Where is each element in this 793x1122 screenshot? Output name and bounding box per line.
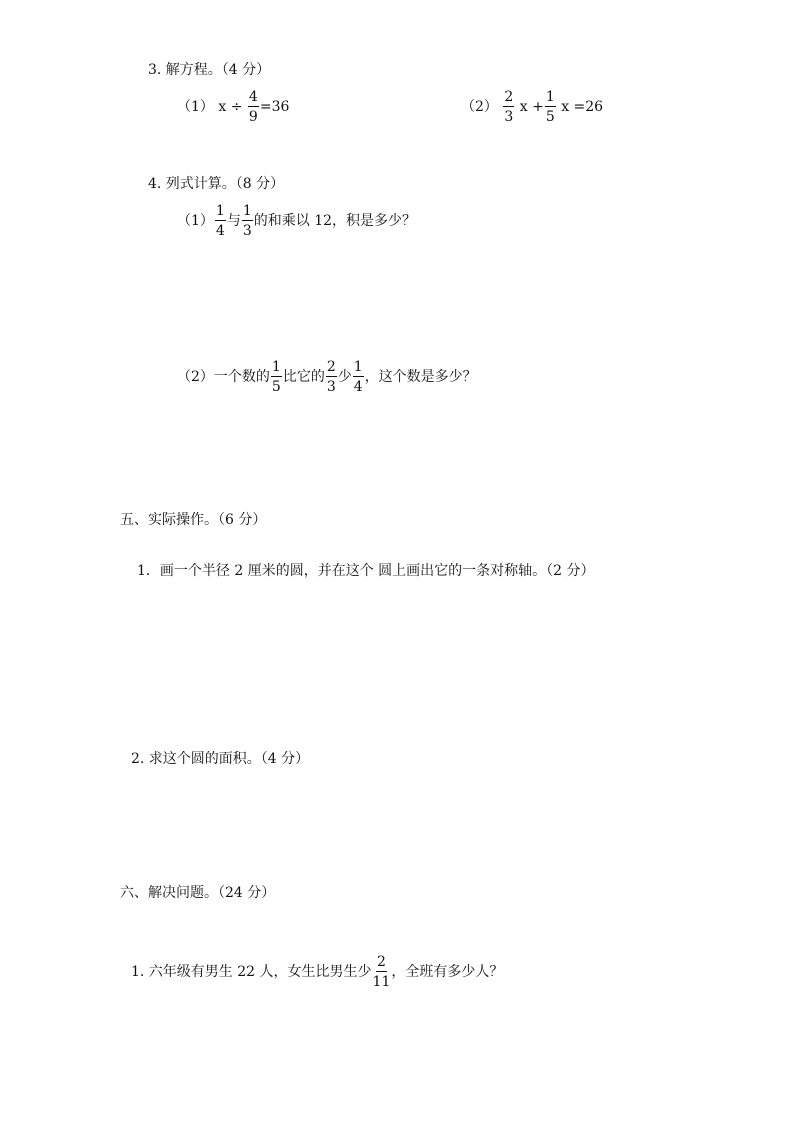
q3-p2-rest: x =26	[561, 99, 604, 115]
q4-p2-label: （2）	[177, 369, 214, 385]
q3-p2-fraction-1	[503, 90, 514, 124]
q3-title: 3. 解方程。（4 分）	[148, 62, 271, 78]
q4-p2-text-2: 比它的	[282, 369, 325, 385]
fraction-denominator: 3	[504, 109, 514, 125]
q4-p2-text-3: 少	[337, 369, 352, 385]
fraction-numerator: 1	[545, 89, 555, 105]
q4-p2-fraction-1	[271, 360, 282, 394]
q3-p1-label: （1）	[177, 99, 214, 115]
q4-p1-label: （1）	[177, 213, 214, 229]
section-6-title: 六、解决问题。（24 分）	[120, 885, 276, 901]
q4-p2-text-1: 一个数的	[213, 369, 270, 385]
fraction-numerator: 1	[271, 359, 281, 375]
fraction-numerator: 2	[326, 359, 336, 375]
s6-q1-text-2: ，全班有多少人？	[391, 964, 504, 980]
fraction-denominator: 5	[545, 109, 555, 125]
q3-p1-fraction	[248, 90, 259, 124]
fraction-numerator: 2	[376, 954, 386, 970]
q4-p1-fraction-1	[215, 204, 226, 238]
q4-p2-text-4: ，这个数是多少？	[364, 369, 477, 385]
fraction-numerator: 2	[504, 89, 514, 105]
q4-p1-fraction-2	[242, 204, 253, 238]
q4-title: 4. 列式计算。（8 分）	[148, 176, 285, 192]
fraction-numerator: 1	[353, 359, 363, 375]
q4-p1-text-2: 的和乘以 12，积是多少？	[253, 213, 417, 229]
fraction-numerator: 4	[248, 89, 258, 105]
fraction-denominator: 4	[353, 379, 363, 395]
fraction-numerator: 1	[215, 203, 225, 219]
q4-problem-1	[177, 204, 416, 238]
q3-p2-label: （2）	[461, 99, 498, 115]
q3-p1-var: x	[218, 99, 227, 115]
fraction-numerator: 1	[242, 203, 252, 219]
s6-q1-text-1: 1. 六年级有男生 22 人，女生比男生少	[131, 964, 372, 980]
fraction-denominator: 3	[242, 223, 252, 239]
fraction-denominator: 11	[372, 974, 391, 990]
q3-equation-2	[461, 90, 603, 124]
s6-q1-fraction	[373, 955, 391, 989]
q3-equation-1	[177, 90, 289, 124]
q4-p2-fraction-3	[353, 360, 364, 394]
s6-question-1	[131, 955, 503, 989]
q3-p1-op: ÷	[230, 99, 243, 115]
q4-problem-2	[177, 360, 477, 394]
fraction-denominator: 9	[248, 109, 258, 125]
section-5-title: 五、实际操作。（6 分）	[120, 512, 267, 528]
q3-p2-var: x +	[519, 99, 544, 115]
q3-p1-rest: =36	[259, 99, 290, 115]
q4-p1-text-1: 与	[226, 213, 241, 229]
s5-question-2: 2. 求这个圆的面积。（4 分）	[131, 751, 310, 767]
fraction-denominator: 5	[271, 379, 281, 395]
fraction-denominator: 4	[215, 223, 225, 239]
s5-question-1: 1．画一个半径 2 厘米的圆，并在这个 圆上画出它的一条对称轴。（2 分）	[137, 563, 595, 579]
q4-p2-fraction-2	[326, 360, 337, 394]
fraction-denominator: 3	[326, 379, 336, 395]
q3-p2-fraction-2	[545, 90, 556, 124]
